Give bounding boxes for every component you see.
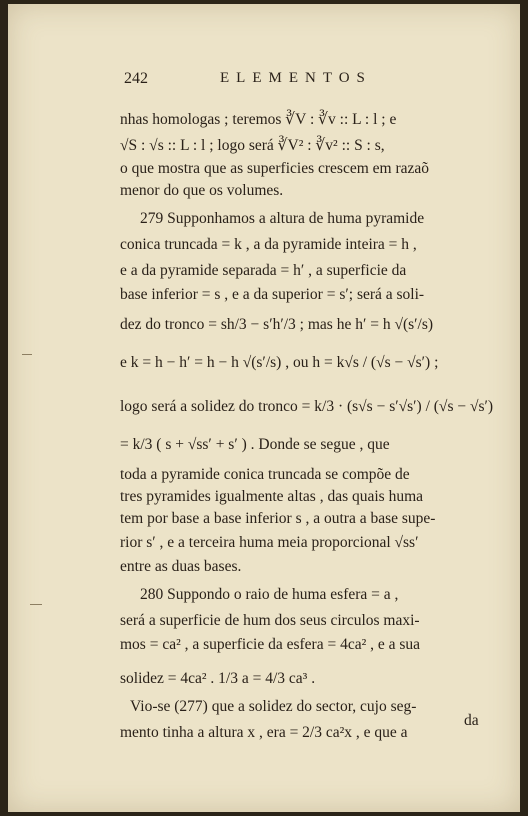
text-line: = k/3 ( s + √ss′ + s′ ) . Donde se segue , que [120, 436, 390, 453]
page-number: 242 [124, 70, 148, 87]
text-line: logo será a solidez do tronco = k/3 · (s√s − s′√s′) / (√s − √s′) [120, 398, 494, 415]
text-line: mento tinha a altura x , era = 2/3 ca²x , e que a [120, 724, 408, 741]
text-line: nhas homologas ; teremos ∛V : ∛v :: L : l ; e [120, 111, 397, 128]
text-line: 279 Supponhamos a altura de huma pyramide [140, 210, 425, 227]
text-line: √S : √s :: L : l ; logo será ∛V² : ∛v² :: S : s, [120, 137, 385, 154]
text-line: mos = ca² , a superficie da esfera = 4ca² , e a sua [120, 636, 421, 653]
text-line: conica truncada = k , a da pyramide inteira = h , [120, 236, 417, 253]
text-line: base inferior = s , e a da superior = s′; será a soli- [120, 286, 425, 303]
catchword: da [464, 712, 479, 729]
margin-mark [30, 604, 42, 605]
text-line: tem por base a base inferior s , a outra a base supe- [120, 510, 436, 527]
text-line: entre as duas bases. [120, 558, 242, 575]
text-line: e k = h − h′ = h − h √(s′/s) , ou h = k√s / (√s − √s′) ; [120, 354, 439, 371]
text-line: menor do que os volumes. [120, 182, 284, 199]
text-line: tres pyramides igualmente altas , das quais huma [120, 488, 424, 505]
text-line: dez do tronco = sh/3 − s′h′/3 ; mas he h′ = h √(s′/s) [120, 316, 434, 333]
running-head: ELEMENTOS [220, 70, 372, 86]
text-line: Vio-se (277) que a solidez do sector, cujo seg- [130, 698, 417, 715]
text-line: será a superficie de hum dos seus circulos maxi- [120, 612, 420, 629]
book-page [8, 4, 520, 812]
page-header [112, 64, 492, 90]
page-text [112, 64, 494, 741]
text-line: rior s′ , e a terceira huma meia proporcional √ss′ [120, 534, 419, 551]
text-line: solidez = 4ca² . 1/3 a = 4/3 ca³ . [120, 670, 316, 687]
text-line: o que mostra que as superficies crescem em razaõ [120, 160, 430, 177]
text-line: toda a pyramide conica truncada se compõe de [120, 466, 410, 483]
margin-mark [22, 354, 32, 355]
text-line: e a da pyramide separada = h′ , a superficie da [120, 262, 407, 279]
text-line: 280 Suppondo o raio de huma esfera = a , [140, 586, 399, 603]
